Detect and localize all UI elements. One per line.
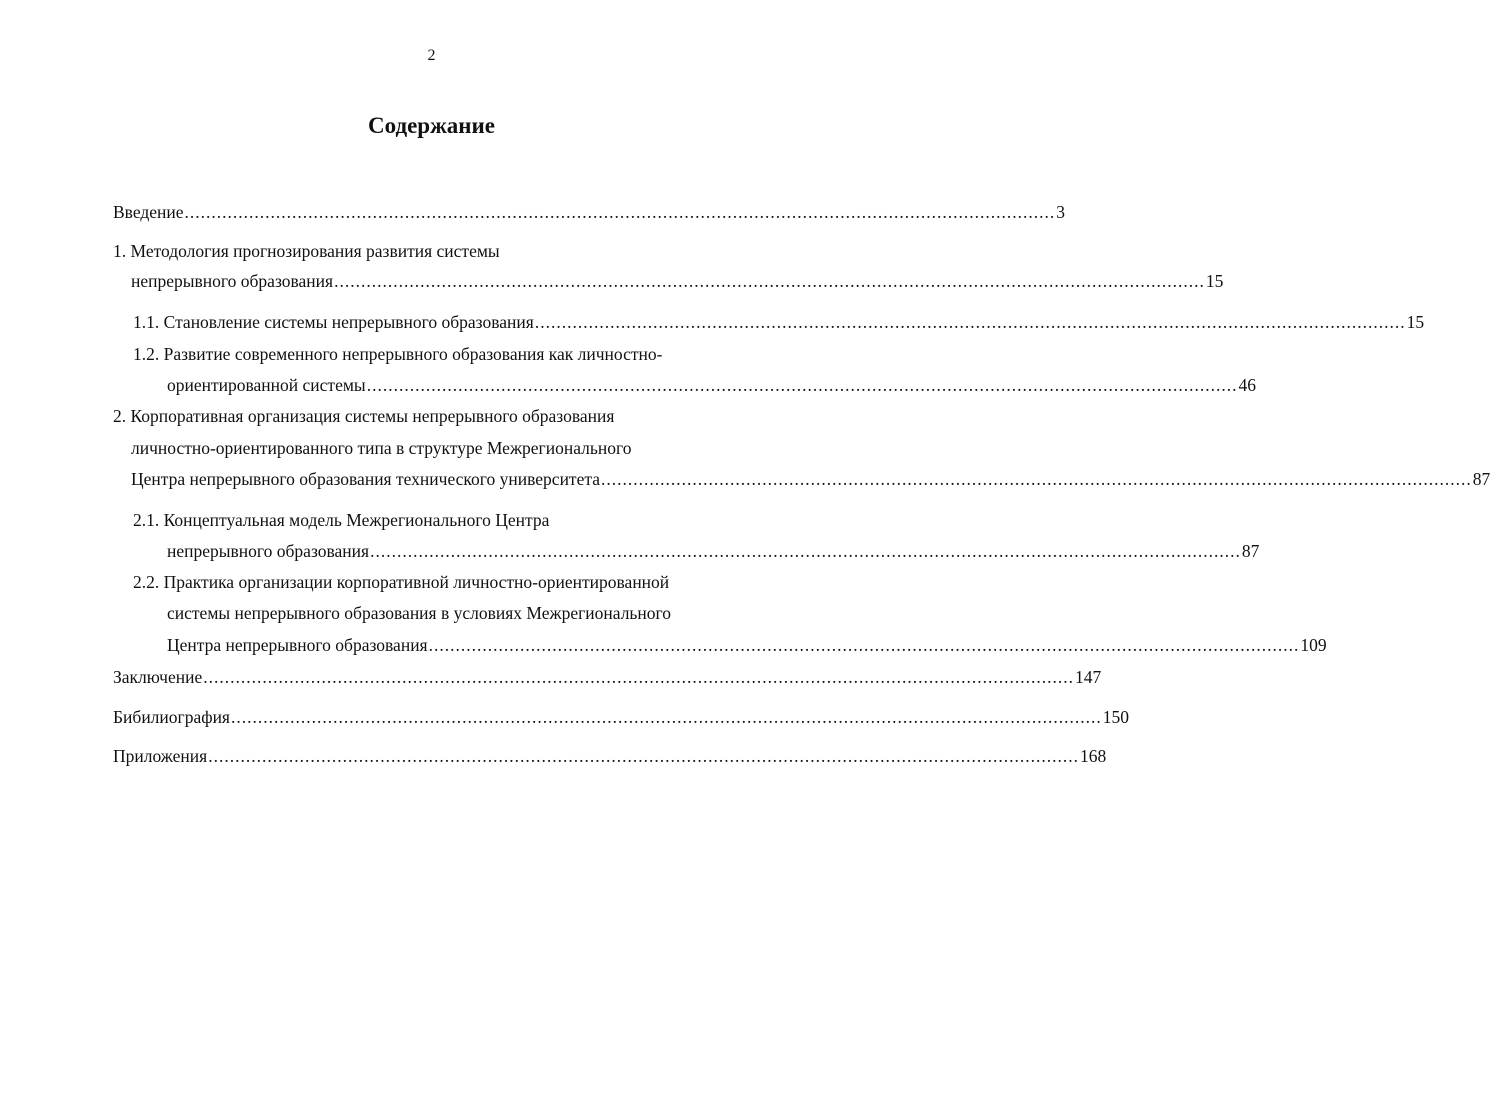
toc-page-number: 15 <box>1205 271 1224 291</box>
toc-entry-chapter-1[interactable]: 1. Методология прогнозирования развития системы <box>113 241 500 261</box>
toc-entry-title: непрерывного образования <box>167 541 370 561</box>
toc-page-number: 46 <box>1238 375 1256 395</box>
dot-leader: .................................................................................................................................................................. <box>428 635 1300 655</box>
toc-entry-chapter-1-cont[interactable] <box>131 269 1224 293</box>
toc-entry-section-2-1-cont[interactable] <box>167 539 1260 563</box>
toc-page-number: 3 <box>1056 202 1066 222</box>
dot-leader: .................................................................................................................................................................. <box>600 469 1472 489</box>
toc-entry-title: Бибилиография <box>113 707 230 727</box>
toc-entry-section-1-1[interactable] <box>133 310 1425 334</box>
dot-leader: .................................................................................................................................................................. <box>366 375 1238 395</box>
toc-entry-intro[interactable] <box>113 200 1066 224</box>
toc-entry-title: ориентированной системы <box>167 375 366 395</box>
toc-entry-section-2-2-cont: системы непрерывного образования в условиях Межрегионального <box>167 603 672 623</box>
toc-page-number: 168 <box>1079 746 1107 766</box>
dot-leader: .................................................................................................................................................................. <box>534 312 1406 332</box>
toc-entry-title: Введение <box>113 202 184 222</box>
toc-page-number: 109 <box>1300 635 1327 655</box>
toc-entry-chapter-2[interactable]: 2. Корпоративная организация системы непрерывного образования <box>113 406 615 426</box>
page-number: 2 <box>427 47 436 64</box>
toc-entry-section-1-2[interactable]: 1.2. Развитие современного непрерывного образования как личностно- <box>133 344 663 364</box>
toc-entry-title: Приложения <box>113 746 208 766</box>
page-title: Содержание <box>368 113 495 138</box>
toc-page-number: 147 <box>1075 667 1102 687</box>
toc-entry-section-2-2-cont-2[interactable] <box>167 633 1327 657</box>
toc-entry-title: непрерывного образования <box>131 271 334 291</box>
toc-page-number: 150 <box>1102 707 1129 727</box>
toc-entry-appendices[interactable] <box>113 744 1107 768</box>
toc-entry-title: Центра непрерывного образования технического университета <box>131 469 600 489</box>
toc-entry-title: Заключение <box>113 667 203 687</box>
toc-entry-title: Центра непрерывного образования <box>167 635 428 655</box>
dot-leader: .................................................................................................................................................................. <box>334 271 1205 291</box>
toc-page-number: 87 <box>1472 469 1490 489</box>
toc-entry-chapter-2-cont: личностно-ориентированного типа в структуре Межрегионального <box>131 438 632 458</box>
dot-leader: .................................................................................................................................................................. <box>230 707 1102 727</box>
toc-entry-section-1-2-cont[interactable] <box>167 373 1256 397</box>
dot-leader: .................................................................................................................................................................. <box>184 202 1056 222</box>
dot-leader: .................................................................................................................................................................. <box>203 667 1074 687</box>
dot-leader: .................................................................................................................................................................. <box>370 541 1241 561</box>
toc-entry-section-2-2[interactable]: 2.2. Практика организации корпоративной личностно-ориентированной <box>133 572 670 592</box>
toc-entry-title: 1.1. Становление системы непрерывного образования <box>133 312 534 332</box>
toc-entry-conclusion[interactable] <box>113 665 1102 689</box>
toc-page-number: 87 <box>1241 541 1260 561</box>
toc-entry-chapter-2-cont-2[interactable] <box>131 467 1490 491</box>
toc-page-number: 15 <box>1406 312 1425 332</box>
dot-leader: .................................................................................................................................................................. <box>208 746 1079 766</box>
toc-entry-section-2-1[interactable]: 2.1. Концептуальная модель Межрегионального Центра <box>133 510 550 530</box>
toc-entry-bibliography[interactable] <box>113 705 1129 729</box>
